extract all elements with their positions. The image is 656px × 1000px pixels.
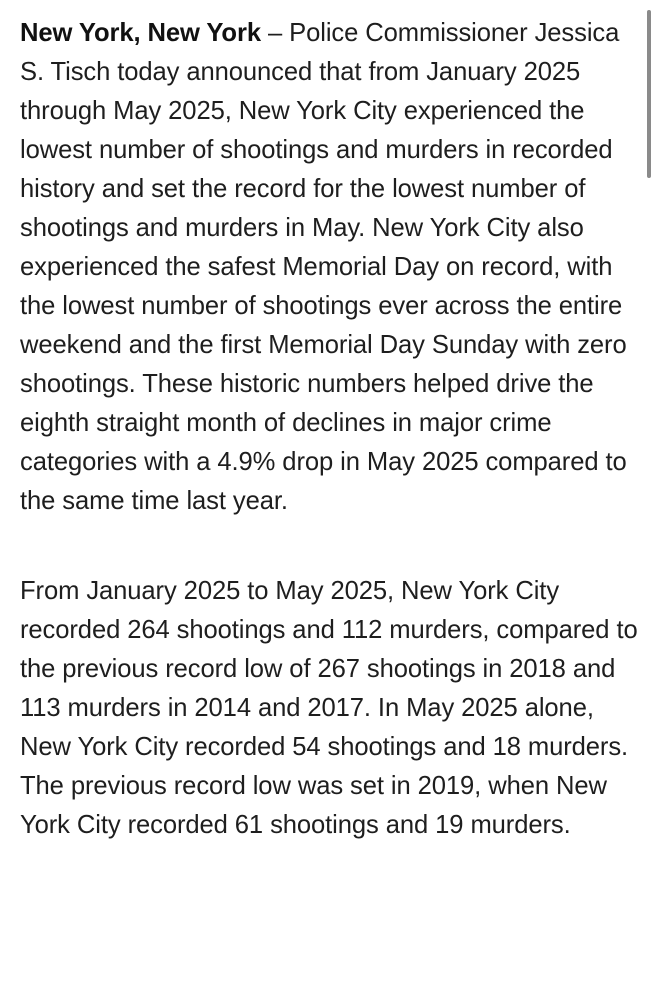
article-paragraph-2: From January 2025 to May 2025, New York City recorded 264 shootings and 112 murders, compared to the previous record low of 267 shootings in 2018 and 113 murders in 2014 and 2017. In May 2025 alone, New York City recorded 54 shootings and 18 murders. The previous record low was set in 2019, when New York City recorded 61 shootings and 19 murders.	[20, 577, 638, 839]
article-paragraph-1	[20, 14, 650, 521]
dateline: New York, New York	[20, 19, 261, 47]
paragraph-1-text: – Police Commissioner Jessica S. Tisch today announced that from January 2025 through May 2025, New York City experienced the lowest number of shootings and murders in recorded history and set the record for the lowest number of shootings and murders in May. New York City also experienced the safest Memorial Day on record, with the lowest number of shootings ever across the entire weekend and the first Memorial Day Sunday with zero shootings. These historic numbers helped drive the eighth straight month of declines in major crime categories with a 4.9% drop in May 2025 compared to the same time last year.	[20, 19, 627, 515]
scrollbar-thumb[interactable]	[647, 10, 651, 178]
article-body	[20, 14, 650, 845]
